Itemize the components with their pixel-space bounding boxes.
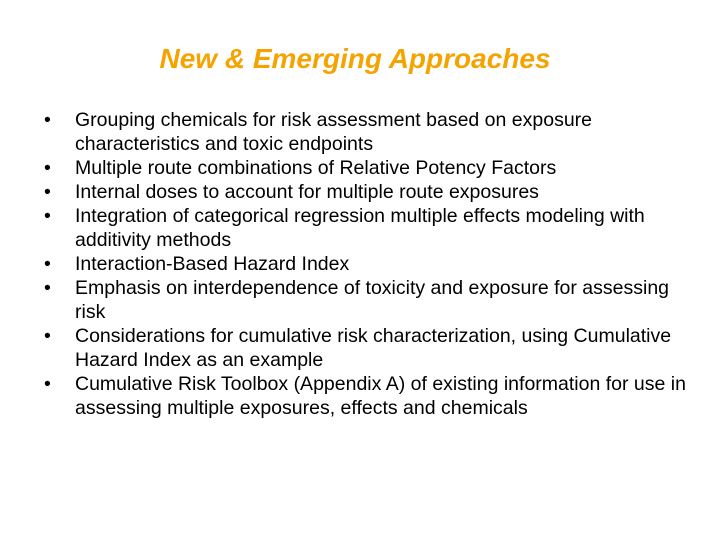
bullet-text: Multiple route combinations of Relative Potency Factors [75, 157, 557, 179]
bullet-text: Grouping chemicals for risk assessment based on exposure characteristics and toxic endpoints [75, 109, 592, 155]
bullet-text: Cumulative Risk Toolbox (Appendix A) of existing information for use in assessing multiple exposures, effects and chemicals [75, 373, 686, 419]
bullet-text: Integration of categorical regression multiple effects modeling with additivity methods [75, 205, 645, 251]
bullet-item [44, 180, 694, 204]
bullet-list [44, 108, 694, 420]
bullet-icon: • [44, 325, 51, 347]
bullet-icon: • [44, 373, 51, 395]
bullet-text: Considerations for cumulative risk characterization, using Cumulative Hazard Index as an example [75, 325, 672, 371]
bullet-icon: • [44, 205, 51, 227]
bullet-item [44, 156, 694, 180]
bullet-item [44, 252, 694, 276]
bullet-item [44, 324, 694, 372]
bullet-item [44, 108, 694, 156]
bullet-icon: • [44, 157, 51, 179]
bullet-text: Interaction-Based Hazard Index [75, 253, 350, 275]
bullet-text: Internal doses to account for multiple route exposures [75, 181, 539, 203]
bullet-text: Emphasis on interdependence of toxicity and exposure for assessing risk [75, 277, 670, 323]
bullet-icon: • [44, 181, 51, 203]
bullet-icon: • [44, 253, 51, 275]
bullet-icon: • [44, 277, 51, 299]
bullet-icon: • [44, 109, 51, 131]
bullet-item [44, 372, 694, 420]
bullet-item [44, 276, 694, 324]
bullet-item [44, 204, 694, 252]
slide-title: New & Emerging Approaches [159, 43, 551, 74]
